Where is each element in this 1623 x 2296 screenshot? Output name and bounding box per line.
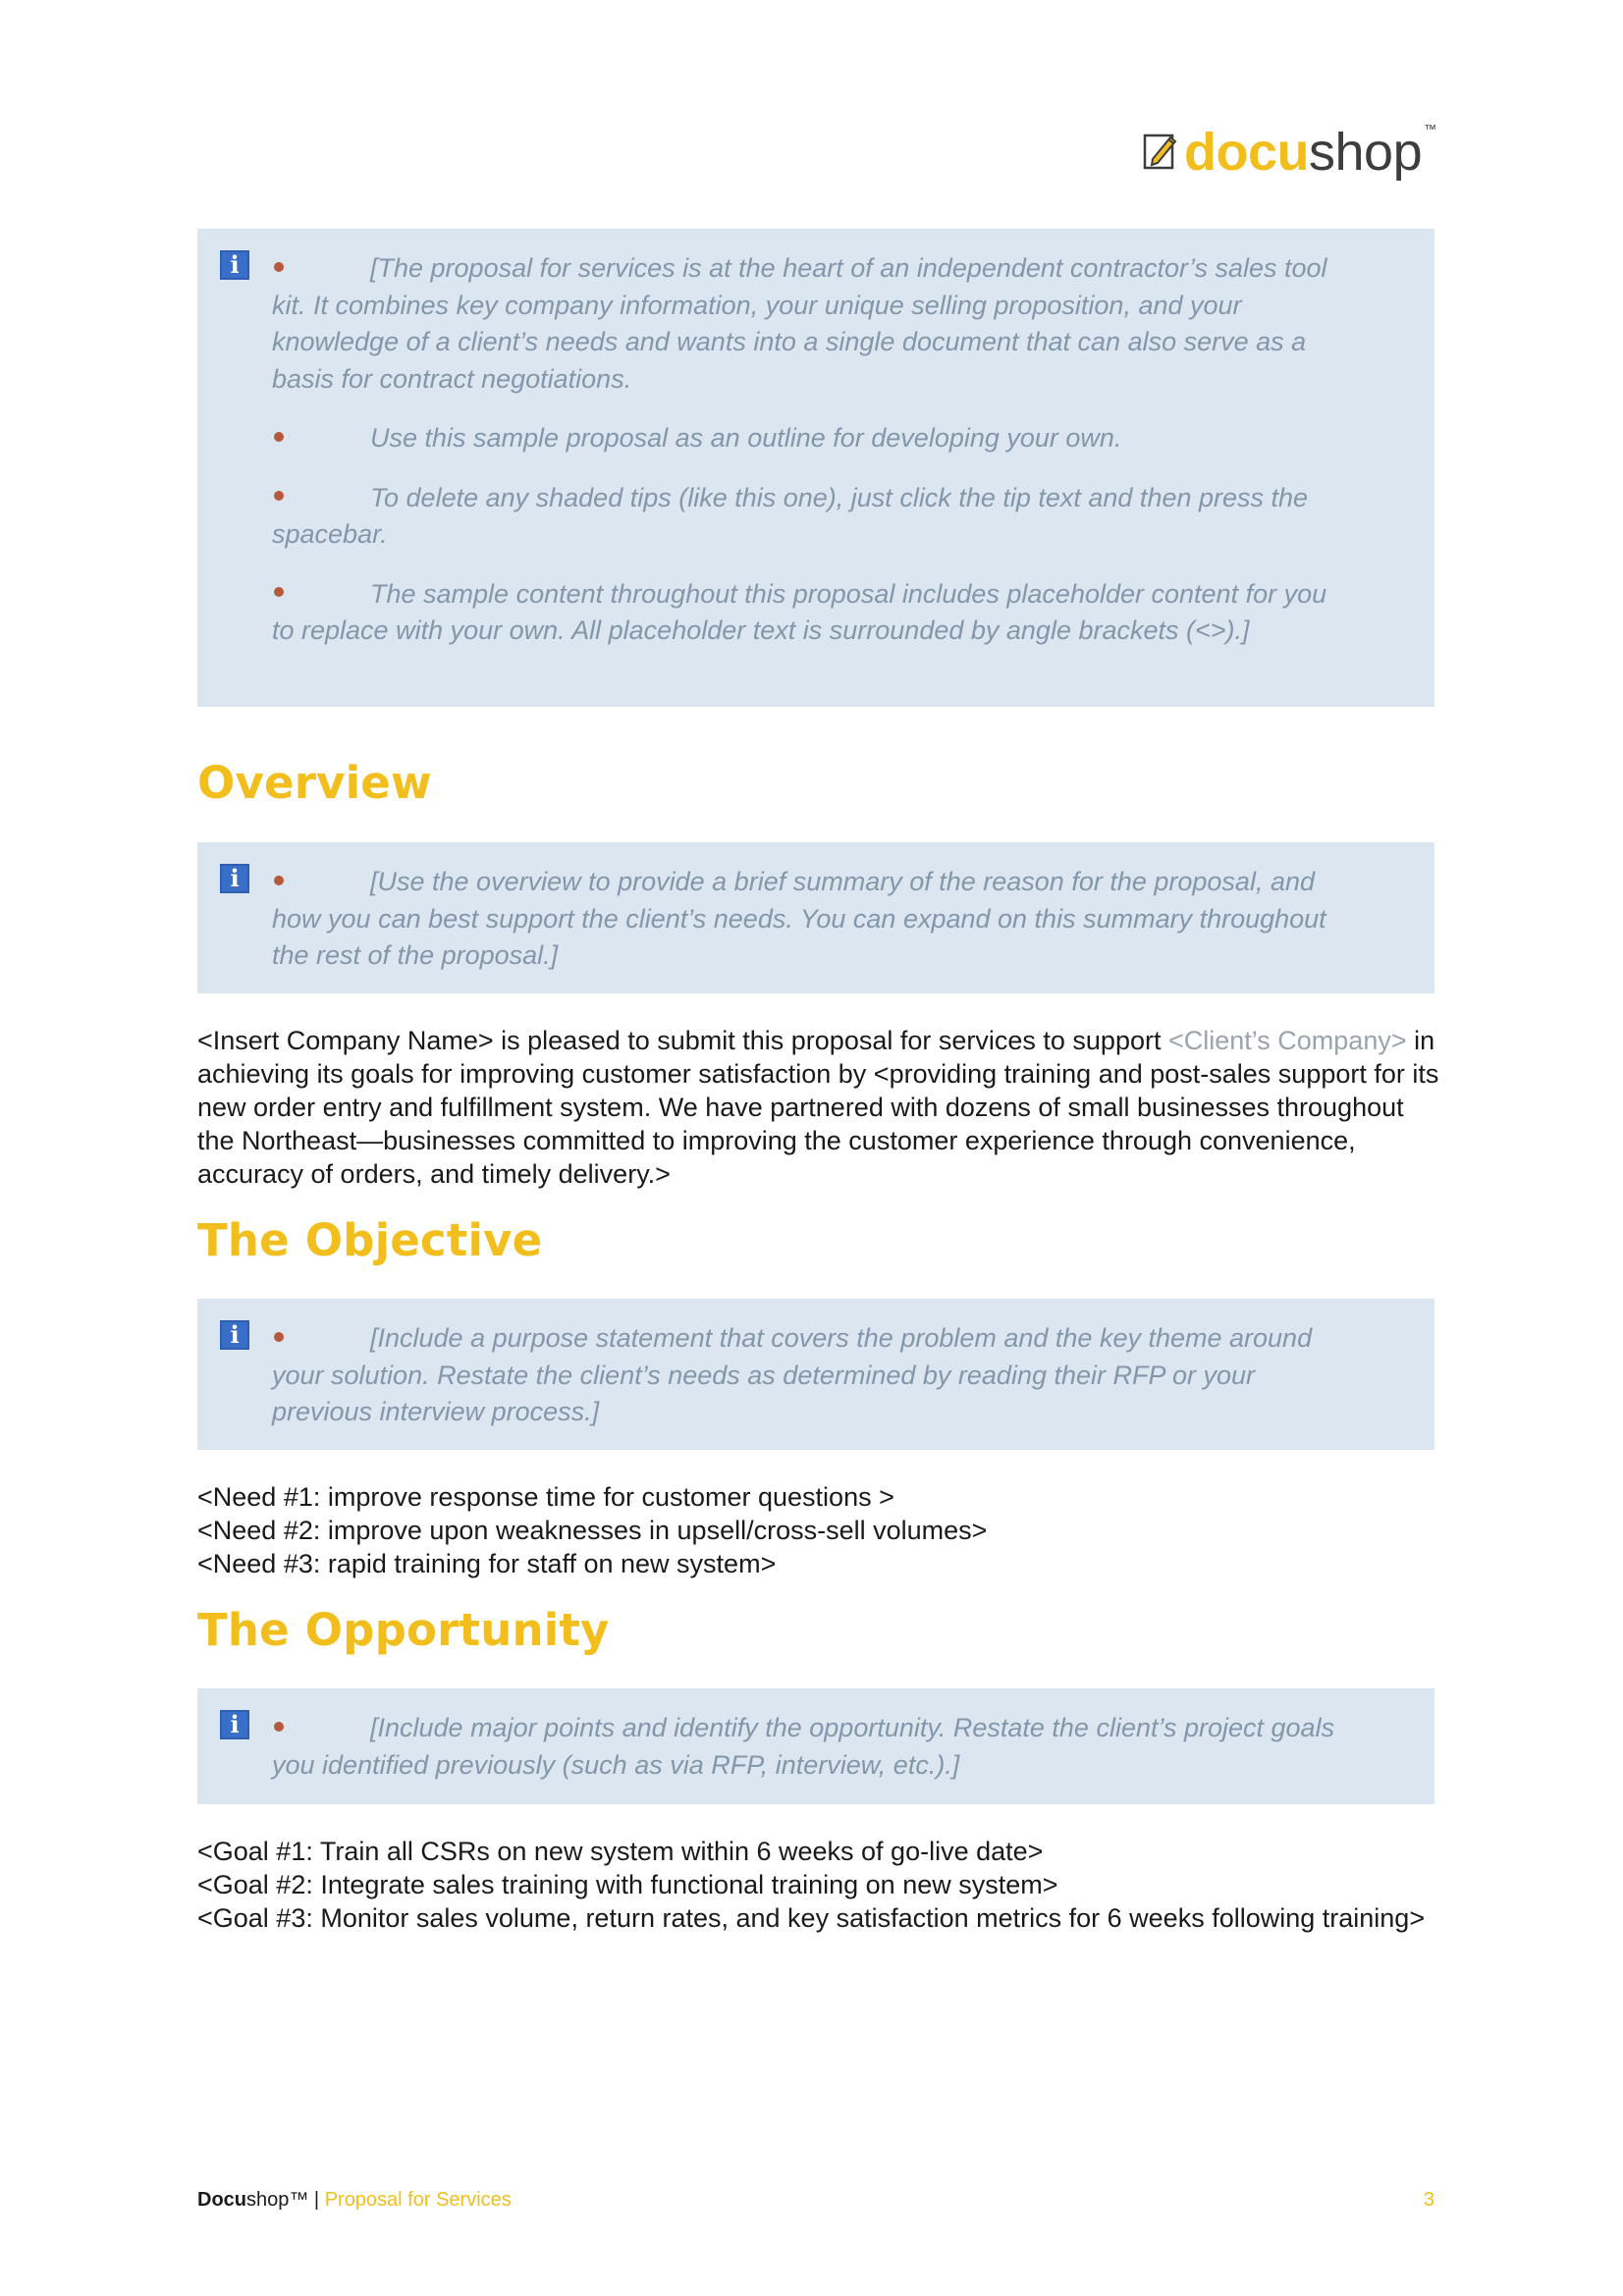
tip-item	[272, 576, 1356, 650]
tip-item	[272, 420, 1356, 457]
bullet-icon	[274, 1722, 284, 1732]
overview-body-part1: <Insert Company Name> is pleased to submit this proposal for services to support	[197, 1026, 1168, 1055]
overview-body-part2: in achieving its goals for improving customer satisfaction by <providing training and post-sales support for its new order entry and fulfillment system. We have partnered with dozens of small businesses throughout the Northeast—businesses committed to improving the customer experience through convenience, accuracy of orders, and timely delivery.>	[197, 1026, 1439, 1189]
pencil-document-icon	[1143, 132, 1180, 171]
tip-item	[272, 250, 1356, 398]
docushop-logo	[1143, 116, 1437, 182]
footer-title: Proposal for Services	[324, 2189, 512, 2211]
info-icon: i	[220, 864, 249, 893]
bullet-icon	[274, 491, 284, 501]
footer-brand-rest: shop™	[246, 2189, 309, 2211]
logo-trademark: ™	[1424, 122, 1437, 136]
footer-brand-bold: Docu	[197, 2189, 246, 2211]
goals-list	[197, 1835, 1434, 1935]
info-icon: i	[220, 1710, 249, 1739]
objective-tip-box[interactable]	[197, 1299, 1434, 1450]
tip-text: [Include a purpose statement that covers the problem and the key theme around your solution. Restate the client’s needs as determined by reading their RFP or your previous interview process.]	[272, 1323, 1313, 1426]
bullet-icon	[274, 1332, 284, 1342]
tip-item	[272, 1320, 1356, 1431]
logo-docu: docu	[1184, 123, 1309, 182]
page-number: 3	[1423, 2189, 1434, 2211]
list-item: <Goal #3: Monitor sales volume, return rates, and key satisfaction metrics for 6 weeks following training>	[197, 1903, 1426, 1933]
tip-text: [Include major points and identify the opportunity. Restate the client’s project goals you identified previously (such as via RFP, interview, etc.).]	[272, 1713, 1335, 1780]
list-item: <Need #2: improve upon weaknesses in upsell/cross-sell volumes>	[197, 1516, 988, 1545]
objective-heading: The Objective	[197, 1214, 543, 1266]
tip-text: [The proposal for services is at the heart of an independent contractor’s sales tool kit. It combines key company information, your unique selling proposition, and your knowledge of a client’s needs and wants into a single document that can also serve as a basis for contract negotiations.	[272, 253, 1327, 394]
tip-text: Use this sample proposal as an outline for developing your own.	[370, 423, 1122, 453]
bullet-icon	[274, 876, 284, 885]
tip-item	[272, 480, 1356, 554]
info-icon: i	[220, 250, 249, 280]
bullet-icon	[274, 587, 284, 597]
tip-text: [Use the overview to provide a brief summary of the reason for the proposal, and how you can best support the client’s needs. You can expand on this summary throughout the rest of the proposal.]	[272, 867, 1326, 970]
list-item: <Need #1: improve response time for customer questions >	[197, 1482, 894, 1512]
footer-separator: |	[308, 2189, 325, 2211]
tip-text: To delete any shaded tips (like this one), just click the tip text and then press the spacebar.	[272, 482, 1309, 549]
opportunity-tip-box[interactable]	[197, 1688, 1434, 1804]
opportunity-heading: The Opportunity	[197, 1604, 610, 1656]
overview-tip-box[interactable]	[197, 842, 1434, 993]
page-footer	[197, 2189, 512, 2212]
logo-shop: shop	[1309, 123, 1423, 182]
intro-tip-box[interactable]	[197, 229, 1434, 707]
bullet-icon	[274, 262, 284, 272]
list-item: <Goal #1: Train all CSRs on new system within 6 weeks of go-live date>	[197, 1837, 1044, 1866]
logo-text	[1184, 123, 1423, 182]
tip-item	[272, 864, 1356, 975]
bullet-icon	[274, 432, 284, 442]
needs-list	[197, 1480, 1434, 1580]
list-item: <Goal #2: Integrate sales training with functional training on new system>	[197, 1870, 1058, 1899]
client-placeholder: <Client’s Company>	[1167, 1026, 1407, 1055]
tip-text: The sample content throughout this proposal includes placeholder content for you to replace with your own. All placeholder text is surrounded by angle brackets (<>).]	[272, 578, 1327, 645]
overview-heading: Overview	[197, 757, 432, 809]
overview-body	[197, 1024, 1444, 1191]
list-item: <Need #3: rapid training for staff on new system>	[197, 1549, 777, 1578]
tip-item	[272, 1710, 1356, 1784]
info-icon: i	[220, 1320, 249, 1350]
